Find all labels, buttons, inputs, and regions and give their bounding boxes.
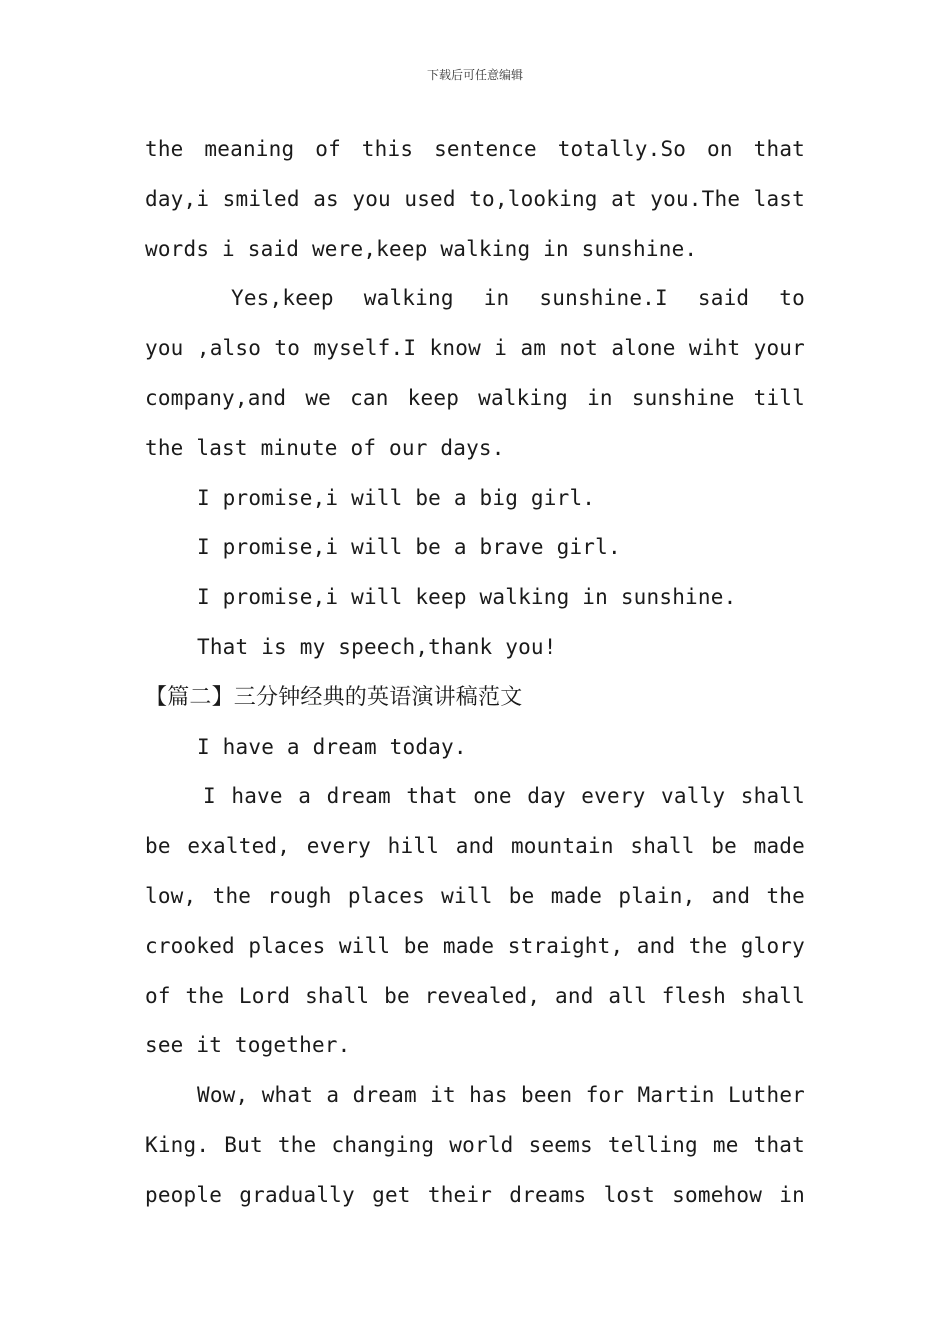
text-line: crooked places will be made straight, and the glory [145, 933, 805, 958]
text-line: the last minute of our days. [145, 435, 505, 460]
text-line: the meaning of this sentence totally.So on that [145, 137, 805, 161]
page-header: 下载后可任意编辑 [426, 68, 523, 82]
section-heading: 【篇二】三分钟经典的英语演讲稿范文 [145, 684, 523, 710]
text-line: Yes,keep walking in sunshine.I said to [231, 286, 805, 311]
text-line: day,i smiled as you used to,looking at you.The last [145, 186, 805, 211]
text-line: people gradually get their dreams lost somehow in [145, 1182, 805, 1207]
text-line: be exalted, every hill and mountain shall be made [145, 834, 805, 859]
text-line: words i said were,keep walking in sunshine. [145, 236, 698, 261]
text-line: company,and we can keep walking in sunshine till [145, 385, 805, 410]
text-line: I promise,i will be a big girl. [197, 485, 596, 510]
text-line: you ,also to myself.I know i am not alone wiht your [145, 336, 805, 361]
text-line: of the Lord shall be revealed, and all flesh shall [145, 983, 805, 1008]
text-line: King. But the changing world seems telling me that [145, 1132, 805, 1157]
text-line: low, the rough places will be made plain, and the [145, 883, 805, 908]
text-line: see it together. [145, 1033, 351, 1058]
text-line: That is my speech,thank you! [197, 634, 557, 659]
text-line: I promise,i will keep walking in sunshine. [197, 585, 737, 610]
text-line: Wow, what a dream it has been for Martin Luther [197, 1083, 805, 1108]
text-line: I have a dream today. [197, 734, 467, 759]
text-line: I have a dream that one day every vally shall [203, 784, 805, 809]
document-body [145, 125, 805, 1221]
text-line: I promise,i will be a brave girl. [197, 535, 621, 560]
